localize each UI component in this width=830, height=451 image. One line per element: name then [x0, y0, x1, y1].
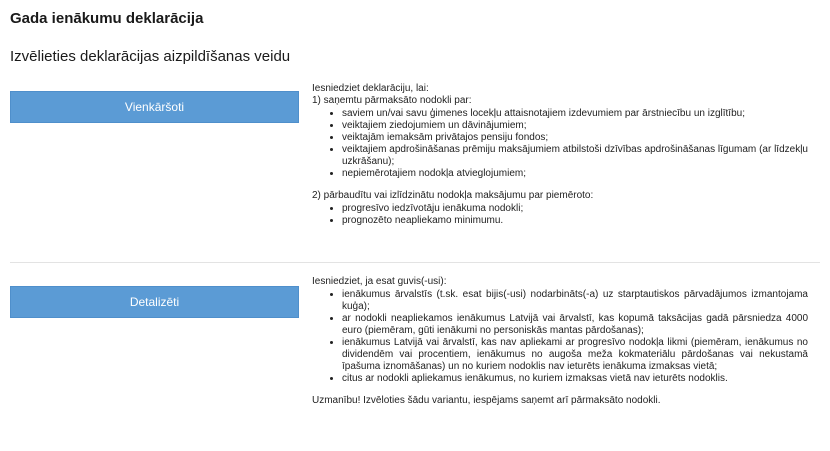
list-item: • ienākumus ārvalstīs (t.sk. esat bijis(-usi) nodarbināts(-a) uz starptautiskos pārvadājumos izmantojama kuģa);	[342, 289, 808, 313]
list-item: • citus ar nodokli apliekamus ienākumus, no kuriem izmaksas vietā nav ieturēts nodoklis.	[342, 373, 808, 385]
detailed-list	[312, 289, 808, 385]
simplified-description	[312, 83, 808, 227]
list-item: • nepiemērotajiem nodokļa atvieglojumiem;	[342, 168, 808, 180]
list-item: • veiktajiem apdrošināšanas prēmiju maksājumiem atbilstoši dzīvības apdrošināšanas līgumam (ar līdzekļu uzkrāšanu);	[342, 144, 808, 168]
list-item: • ienākumus Latvijā vai ārvalstī, kas nav apliekami ar progresīvo nodokļa likmi (piemēram, ienākumus no dividendēm vai procentiem, ienākumus no augoša meža kokmateriālu pārdošanas vai nekustamā īpašuma iznomāšanas) un no kuriem nodoklis nav ieturēts ienākuma izmaksas vietā;	[342, 337, 808, 373]
list-item: • veiktajām iemaksām privātajos pensiju fondos;	[342, 132, 808, 144]
page-title: Gada ienākumu deklarācija	[10, 10, 204, 27]
section-1-list	[312, 108, 808, 180]
list-item: • veiktajiem ziedojumiem un dāvinājumiem;	[342, 120, 808, 132]
detailed-button[interactable]: Detalizēti	[10, 286, 299, 318]
list-item: • progresīvo iedzīvotāju ienākuma nodokli;	[342, 203, 808, 215]
simplified-intro: Iesniedziet deklarāciju, lai:	[312, 83, 429, 94]
page-subtitle: Izvēlieties deklarācijas aizpildīšanas veidu	[10, 48, 291, 65]
section-divider	[10, 262, 820, 263]
section-2-list	[312, 203, 808, 227]
detailed-intro: Iesniedziet, ja esat guvis(-usi):	[312, 276, 447, 287]
simplified-button[interactable]: Vienkāršoti	[10, 91, 299, 123]
detailed-description	[312, 276, 808, 407]
section-1-heading: 1) saņemtu pārmaksāto nodokli par:	[312, 95, 472, 106]
section-2-heading: 2) pārbaudītu vai izlīdzinātu nodokļa maksājumu par piemēroto:	[312, 190, 594, 201]
list-item: • ar nodokli neapliekamos ienākumus Latvijā vai ārvalstī, kas kopumā taksācijas gadā pārsniedza 4000 euro (piemēram, gūti ienākumi no personiskās mantas pārdošanas);	[342, 313, 808, 337]
list-item: • prognozēto neapliekamo minimumu.	[342, 215, 808, 227]
list-item: • saviem un/vai savu ģimenes locekļu attaisnotajiem izdevumiem par ārstniecību un izglītību;	[342, 108, 808, 120]
warning-text: Uzmanību! Izvēloties šādu variantu, iespējams saņemt arī pārmaksāto nodokli.	[312, 395, 661, 406]
